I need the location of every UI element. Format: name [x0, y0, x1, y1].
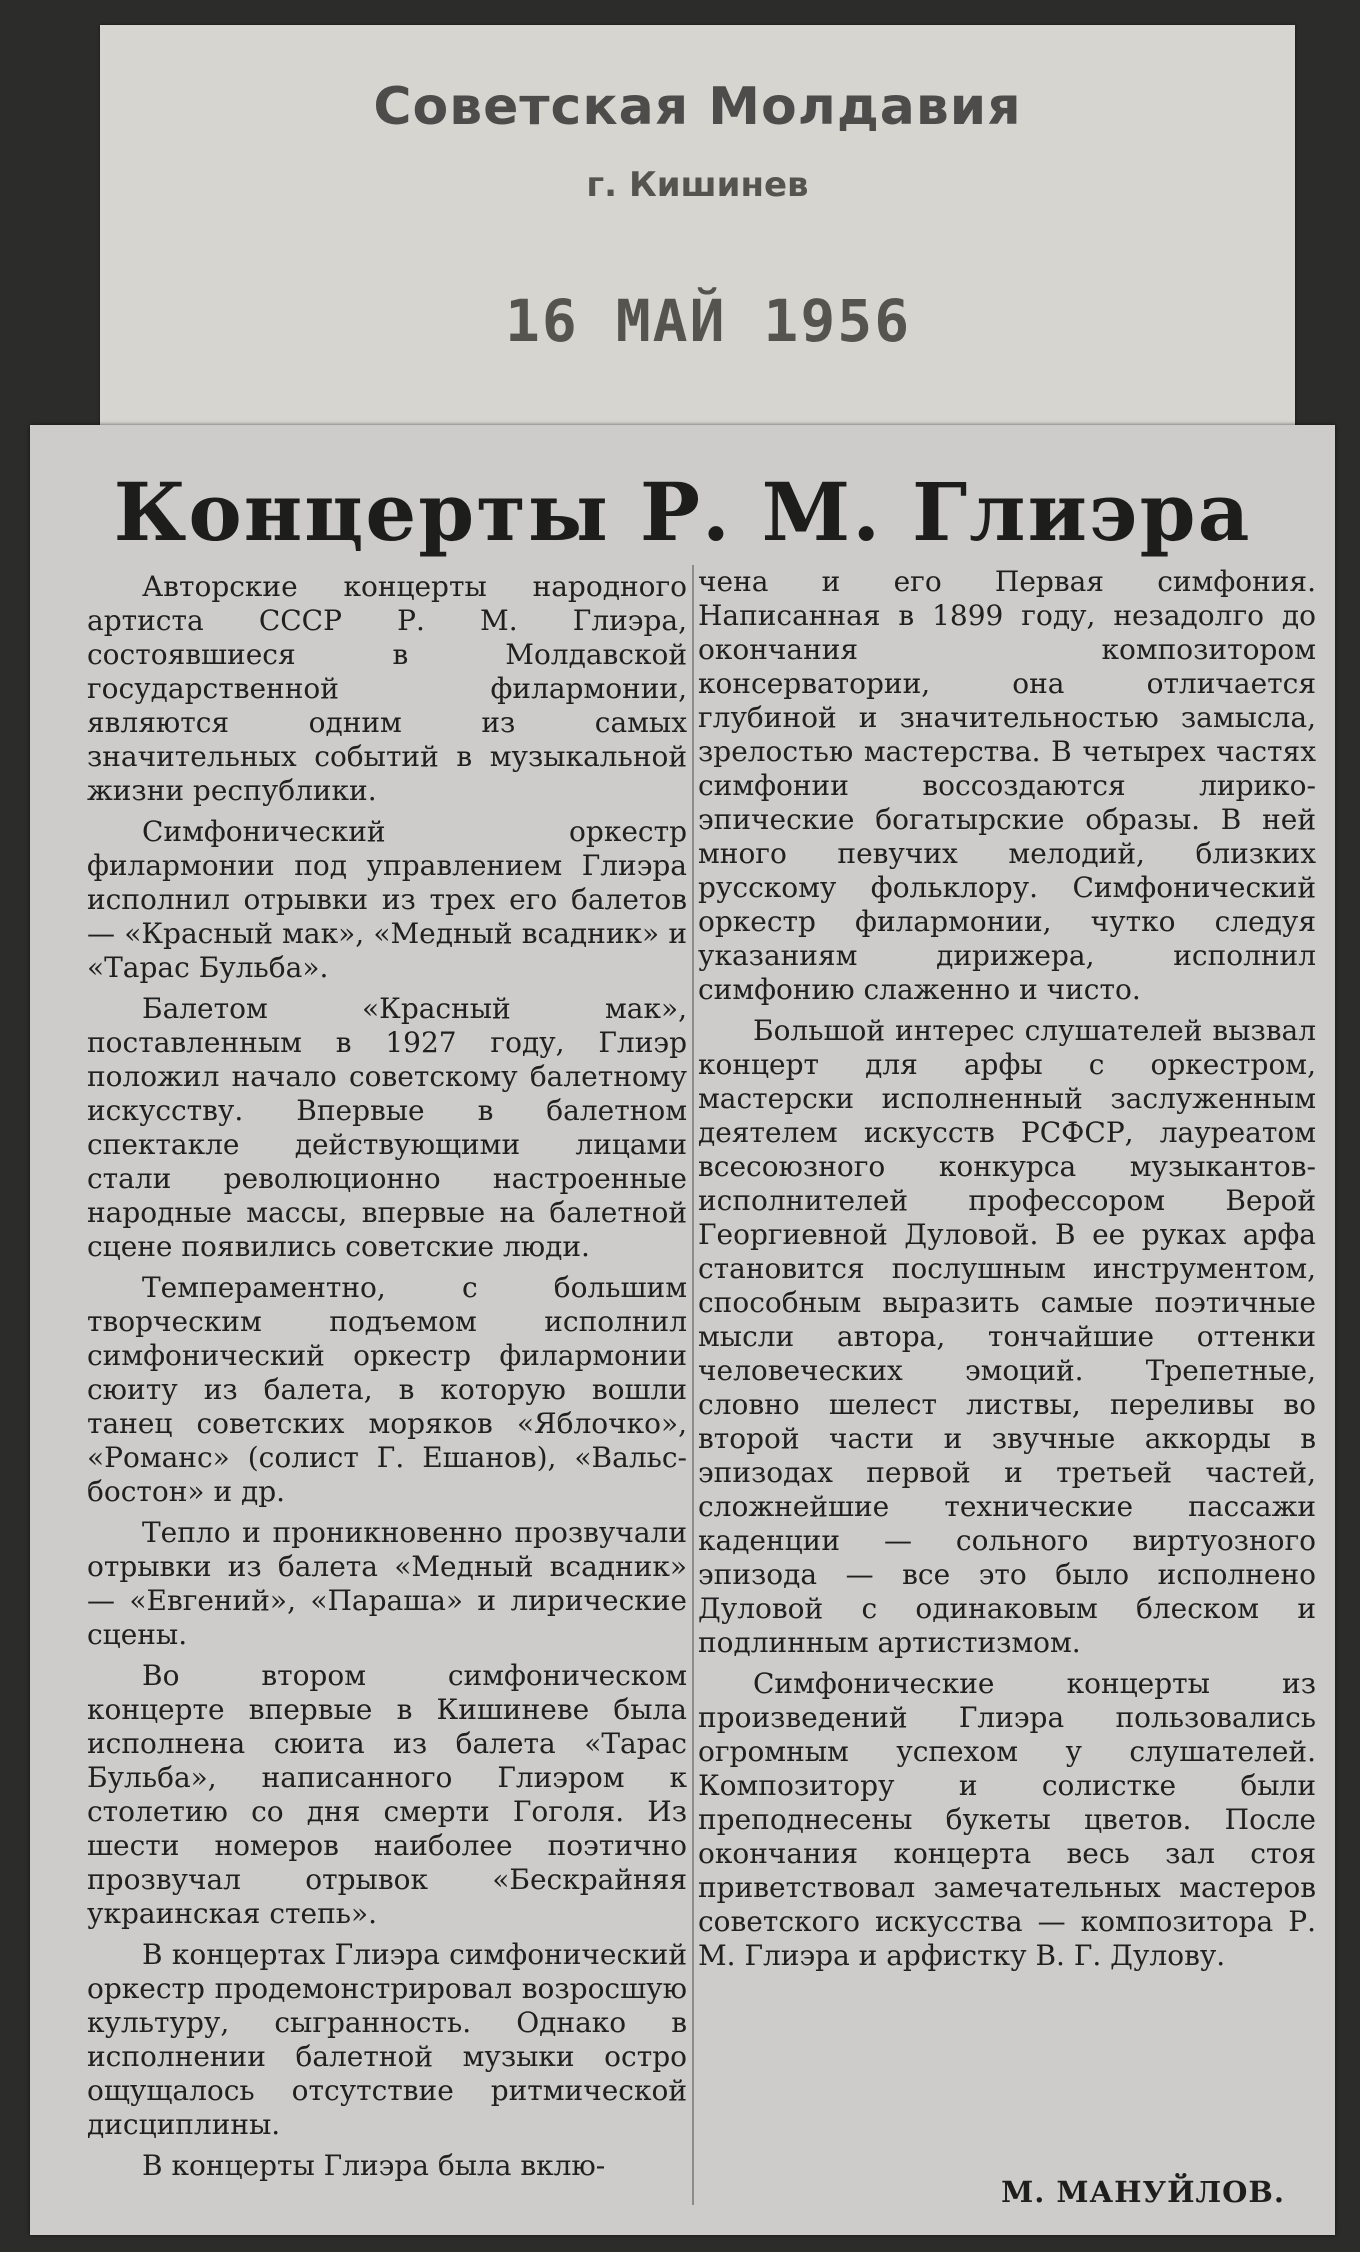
paragraph: Большой интерес слушателей вызвал концерт для арфы с оркестром, мастерски исполненный заслуженным деятелем искусств РСФСР, лауреатом всесоюзного конкурса музыкантов-исполнителей профессором Верой Георгиевной Дуловой. В ее руках арфа становится послушным инструментом, способным выразить самые поэтичные мысли автора, тончайшие оттенки человеческих эмоций. Трепетные, словно шелест листвы, переливы во второй части и звучные аккорды в эпизодах первой и третьей частей, сложнейшие технические пассажи каденции — сольного виртуозного эпизода — все это было исполнено Дуловой с одинаковым блеском и подлинным артистизмом. — [698, 1014, 1316, 1659]
left-column — [87, 570, 687, 2190]
paragraph: Тепло и проникновенно прозвучали отрывки из балета «Медный всадник» — «Евгений», «Параша» и лирические сцены. — [87, 1516, 687, 1651]
paragraph: Во втором симфоническом концерте впервые в Кишиневе была исполнена сюита из балета «Тарас Бульба», написанного Глиэром к столетию со дня смерти Гоголя. Из шести номеров наиболее поэтично прозвучал отрывок «Бескрайняя украинская степь». — [87, 1659, 687, 1930]
paragraph: Темпераментно, с большим творческим подъемом исполнил симфонический оркестр филармонии сюиту из балета, в которую вошли танец советских моряков «Яблочко», «Романс» (солист Г. Ешанов), «Вальс-бостон» и др. — [87, 1271, 687, 1508]
newspaper-clipping — [30, 425, 1335, 2235]
right-column — [698, 565, 1316, 1980]
author-byline: М. МАНУЙЛОВ. — [1001, 2175, 1285, 2209]
paragraph: Авторские концерты народного артиста СССР Р. М. Глиэра, состоявшиеся в Молдавской государственной филармонии, являются одним из самых значительных событий в музыкальной жизни республики. — [87, 570, 687, 807]
newspaper-city: г. Кишинев — [586, 165, 809, 205]
stamp-date: 16 МАЙ 1956 — [505, 287, 912, 355]
paragraph: Симфонические концерты из произведений Глиэра пользовались огромным успехом у слушателей. Композитору и солистке были преподнесены букеты цветов. После окончания концерта весь зал стоя приветствовал замечательных мастеров советского искусства — композитора Р. М. Глиэра и арфистку В. Г. Дулову. — [698, 1667, 1316, 1972]
column-divider — [692, 565, 694, 2205]
paragraph: В концерты Глиэра была вклю- — [142, 2149, 606, 2182]
paragraph-continuation: чена и его Первая симфония. Написанная в 1899 году, незадолго до окончания композитором консерватории, она отличается глубиной и значительностью замысла, зрелостью мастерства. В четырех частях симфонии воссоздаются лирико-эпические богатырские образы. В ней много певучих мелодий, близких русскому фольклору. Симфонический оркестр филармонии, чутко следуя указаниям дирижера, исполнил симфонию слаженно и чисто. — [698, 565, 1316, 1006]
paragraph: Балетом «Красный мак», поставленным в 1927 году, Глиэр положил начало советскому балетному искусству. Впервые в балетном спектакле действующими лицами стали революционно настроенные народные массы, впервые на балетной сцене появились советские люди. — [87, 992, 687, 1263]
newspaper-stamp-slip — [100, 25, 1295, 465]
newspaper-name: Советская Молдавия — [373, 77, 1022, 137]
paragraph: В концертах Глиэра симфонический оркестр продемонстрировал возросшую культуру, сыгранность. Однако в исполнении балетной музыки остро ощущалось отсутствие ритмической дисциплины. — [87, 1938, 687, 2141]
paragraph: Симфонический оркестр филармонии под управлением Глиэра исполнил отрывки из трех его балетов — «Красный мак», «Медный всадник» и «Тарас Бульба». — [87, 815, 687, 984]
article-title: Концерты Р. М. Глиэра — [113, 465, 1252, 559]
